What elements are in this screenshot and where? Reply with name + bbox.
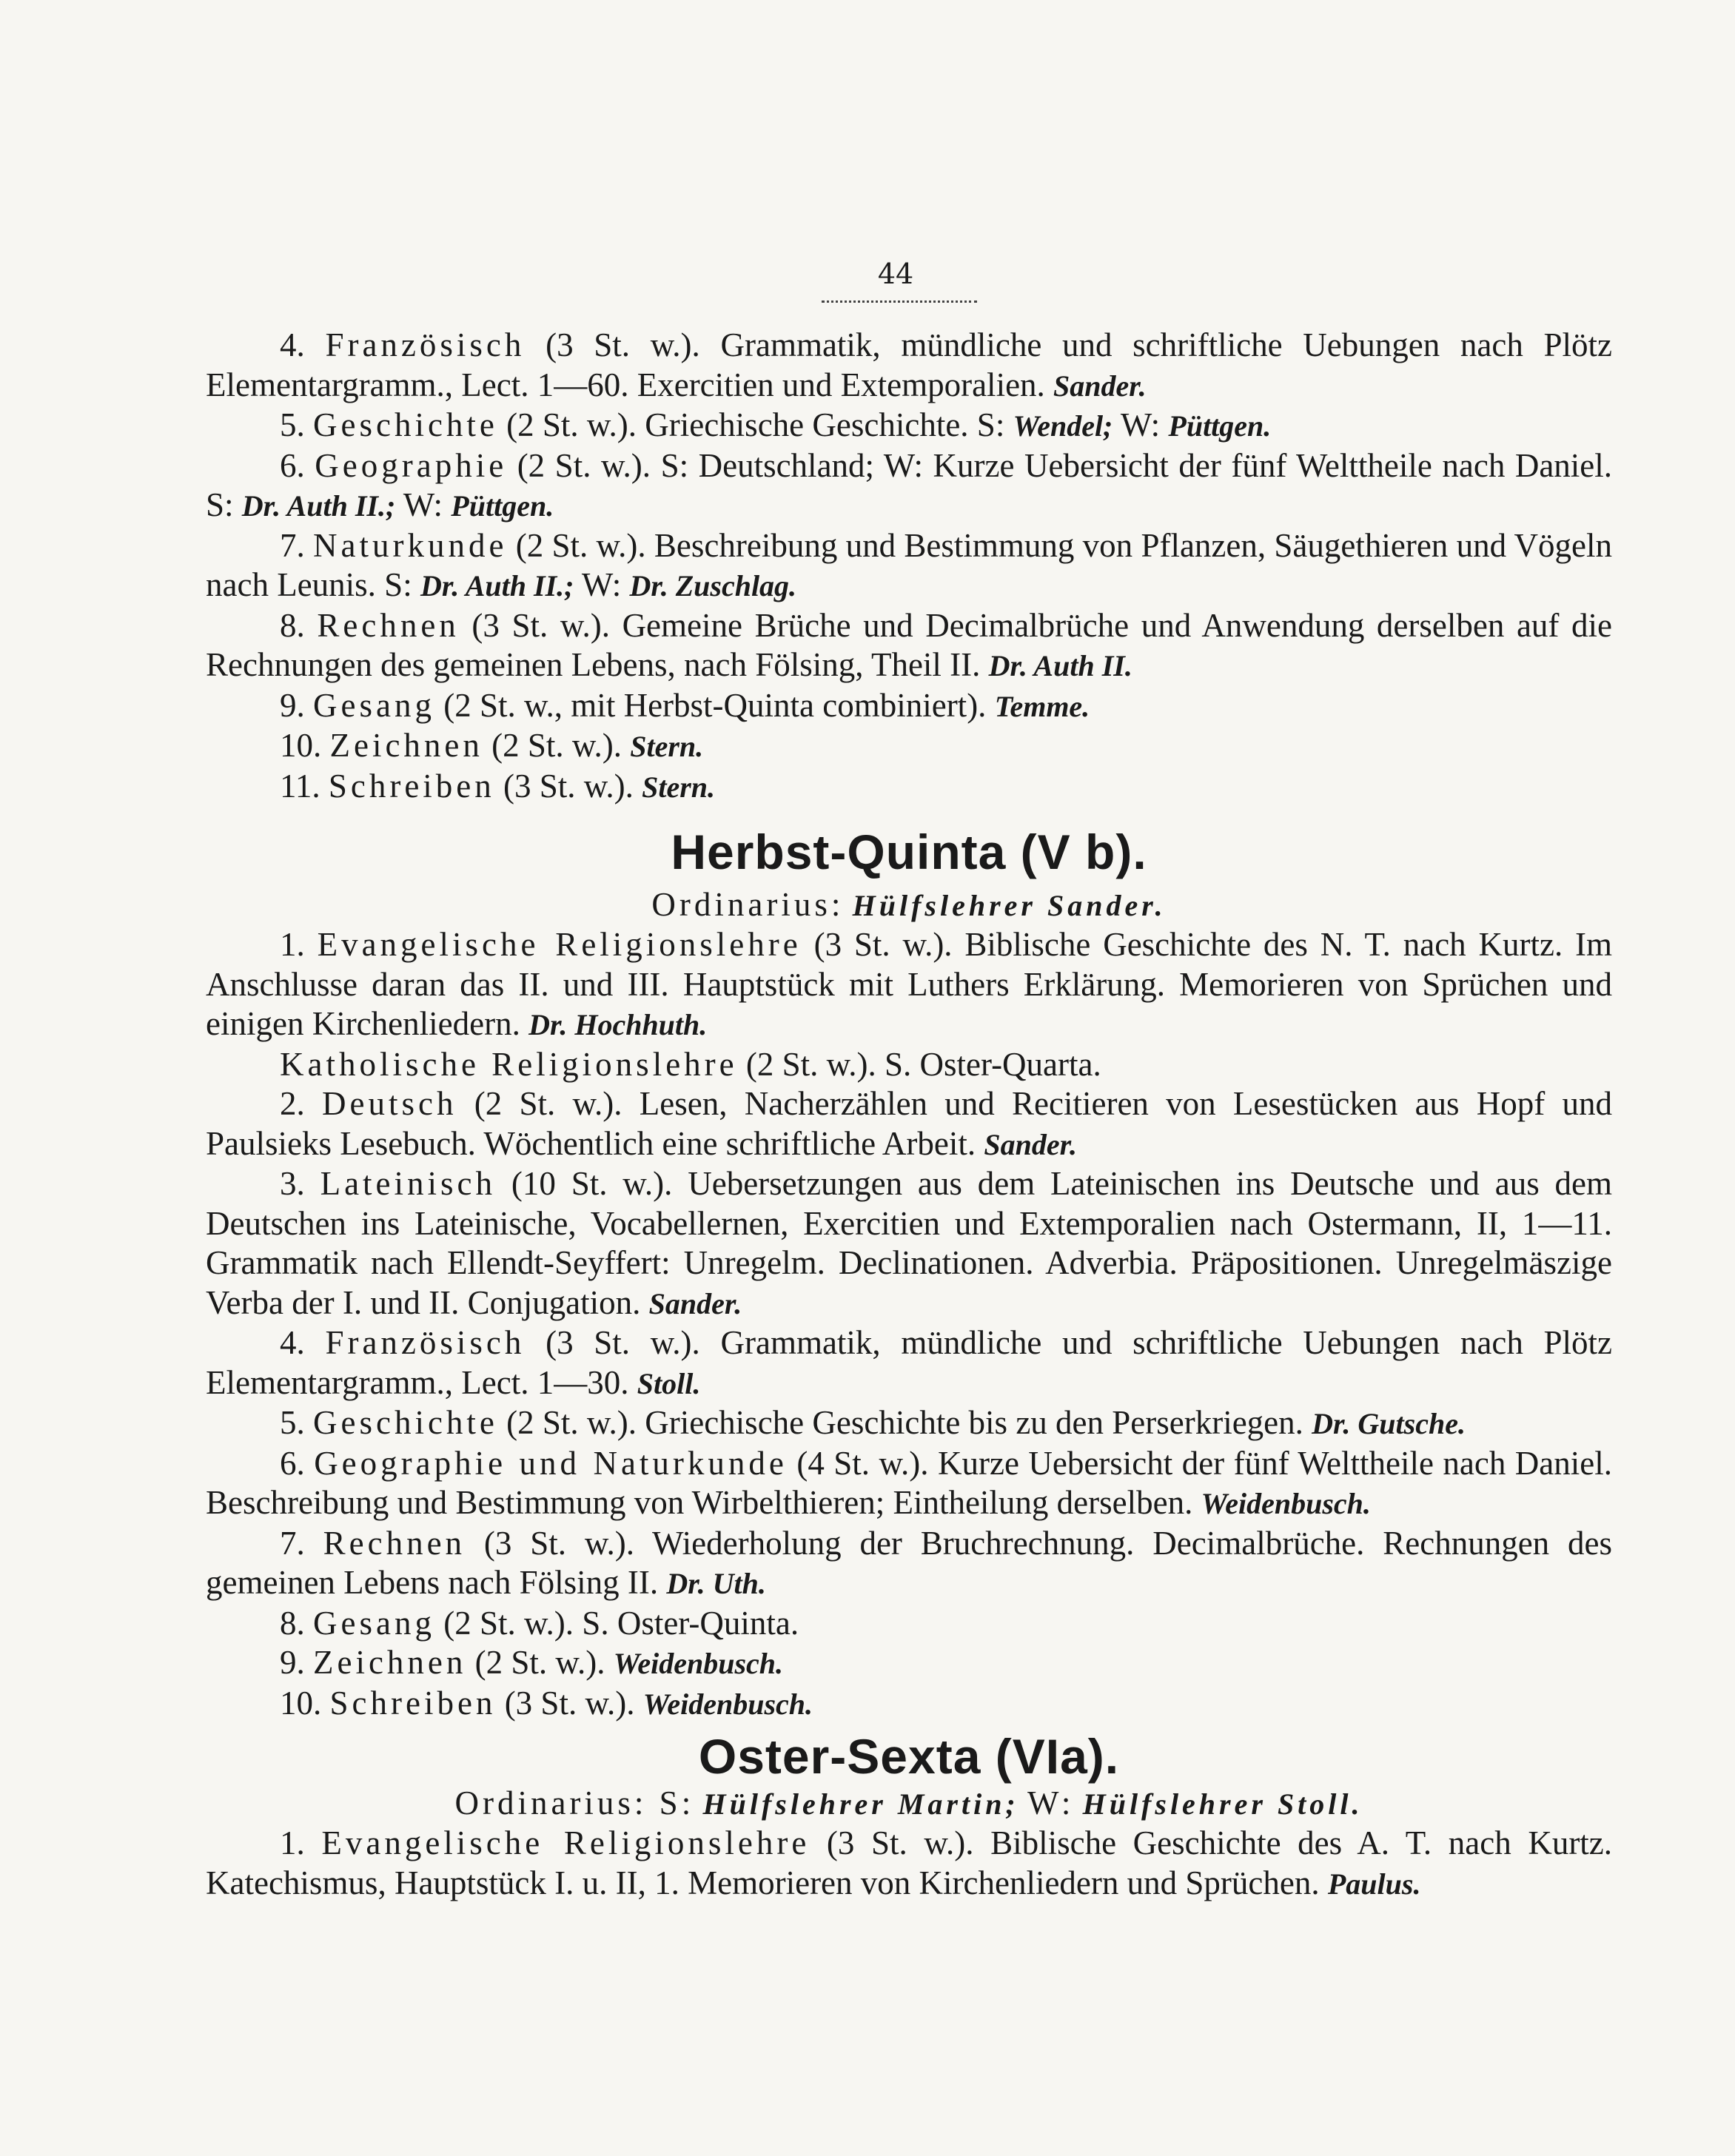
lesson-hours: (2 St. w.). — [474, 1085, 622, 1122]
lesson-teacher: Temme. — [994, 689, 1090, 723]
lesson-subject: Zeichnen — [313, 1644, 467, 1681]
lesson-subject: Naturkunde — [313, 526, 508, 564]
lesson-hours: (3 St. w.). — [546, 326, 700, 363]
lesson-teacher: Wendel; — [1013, 409, 1113, 443]
lesson-subject: Schreiben — [328, 767, 495, 805]
lesson-subject: Gesang — [313, 1604, 435, 1642]
lesson-number: 10. — [280, 727, 322, 764]
lesson-hours: (2 St. w.). — [474, 1644, 605, 1681]
lesson-description: Beschreibung und Bestimmung von Pflanzen, Säugethieren und Vögeln nach Leunis. S: — [206, 526, 1613, 603]
lesson-number: 8. — [280, 606, 305, 644]
lesson-description-2: W: — [403, 486, 443, 523]
lesson-entry — [206, 326, 1612, 406]
lesson-number: 8. — [280, 1604, 305, 1642]
lesson-description: Lesen, Nacherzählen und Recitieren von Lesestücken aus Hopf und Paulsieks Lesebuch. Wöchentlich eine schriftliche Arbeit. — [206, 1085, 1613, 1162]
lesson-hours: (2 St. w.). — [443, 1604, 574, 1642]
lesson-subject: Gesang — [313, 686, 435, 724]
lesson-entry — [206, 1444, 1612, 1524]
ordinarius-name-2: Hülfslehrer Stoll. — [1082, 1787, 1363, 1821]
lesson-hours: (2 St. w.). — [515, 526, 646, 564]
lesson-hours: (2 St. w.). — [491, 727, 622, 764]
lesson-subject: Geographie — [315, 446, 508, 484]
lesson-number: 10. — [280, 1684, 322, 1722]
lesson-subject: Deutsch — [322, 1085, 457, 1122]
lesson-entry — [206, 526, 1612, 606]
lesson-teacher: Weidenbusch. — [1201, 1487, 1371, 1520]
page-number-ornament — [822, 295, 977, 303]
lesson-hours: (3 St. w.). — [546, 1324, 700, 1361]
lesson-teacher: Stoll. — [637, 1366, 701, 1400]
lesson-description: Biblische Geschichte des A. T. nach Kurtz. Katechismus, Hauptstück I. u. II, 1. Memorieren von Kirchenliedern und Sprüchen. — [206, 1824, 1613, 1901]
lesson-hours: (4 St. w.). — [796, 1444, 929, 1482]
lesson-hours: (10 St. w.). — [511, 1165, 673, 1202]
lesson-description: Griechische Geschichte. S: — [645, 406, 1005, 443]
lesson-teacher: Dr. Auth II.; — [241, 489, 396, 523]
lesson-entry — [206, 446, 1612, 526]
lesson-subject: Rechnen — [323, 1524, 466, 1562]
lesson-hours: (2 St. w.). — [517, 446, 651, 484]
ordinarius-name: Hülfslehrer Martin; — [702, 1787, 1019, 1821]
lesson-entry — [206, 925, 1612, 1045]
section-heading-oster-sexta: Oster-Sexta (VIa). — [698, 1729, 1120, 1784]
lesson-entry — [206, 1524, 1612, 1604]
lesson-teacher: Stern. — [642, 770, 716, 804]
lesson-description: Gemeine Brüche und Decimalbrüche und Anwendung derselben auf die Rechnungen des gemeinen Lebens, nach Fölsing, Theil II. — [206, 606, 1612, 683]
lesson-subject: Französisch — [325, 1324, 526, 1361]
lesson-hours: (2 St. w., mit Herbst-Quinta combiniert). — [443, 686, 987, 724]
lesson-number: 7. — [280, 526, 305, 564]
lesson-teacher: Dr. Auth II. — [988, 649, 1132, 682]
lesson-hours: (3 St. w.). — [483, 1524, 634, 1562]
ordinarius-label: Ordinarius: S: — [454, 1784, 695, 1821]
lesson-subject: Evangelische Religionslehre — [317, 926, 802, 963]
lesson-subject: Geschichte — [313, 1404, 498, 1441]
lesson-hours: (2 St. w.). — [506, 1404, 637, 1441]
lesson-number: 2. — [280, 1085, 305, 1122]
lesson-entry — [206, 1403, 1612, 1444]
lesson-number: 9. — [280, 686, 305, 724]
lesson-description: Kurze Uebersicht der fünf Welttheile nach Daniel. Beschreibung und Bestimmung von Wirbelthieren; Eintheilung derselben. — [206, 1444, 1613, 1521]
ordinarius-label-2: W: — [1027, 1784, 1075, 1821]
lesson-subject: Katholische Religionslehre — [280, 1045, 738, 1083]
lesson-teacher: Dr. Gutsche. — [1312, 1407, 1466, 1440]
lesson-subject: Französisch — [325, 326, 526, 363]
lesson-hours: (3 St. w.). — [813, 926, 953, 963]
lesson-entry — [206, 1084, 1612, 1164]
lesson-number: 9. — [280, 1644, 305, 1681]
lesson-description: S. Oster-Quarta. — [884, 1045, 1101, 1083]
lesson-number: 3. — [280, 1165, 305, 1202]
lesson-entry — [206, 726, 1612, 767]
lesson-description: Grammatik, mündliche und schriftliche Uebungen nach Plötz Elementargramm., Lect. 1—30. — [206, 1324, 1613, 1401]
lesson-entry — [206, 1045, 1612, 1085]
lesson-subject: Geographie und Naturkunde — [314, 1444, 788, 1482]
lesson-subject: Evangelische Religionslehre — [321, 1824, 811, 1861]
lesson-teacher: Dr. Auth II.; — [420, 569, 574, 602]
lesson-entry — [206, 1684, 1612, 1725]
lesson-entry — [206, 1824, 1612, 1904]
lesson-hours: (3 St. w.). — [504, 1684, 635, 1722]
lesson-description-2: W: — [581, 566, 622, 603]
lesson-hours: (2 St. w.). — [745, 1045, 876, 1083]
lesson-description: Biblische Geschichte des N. T. nach Kurtz. Im Anschlusse daran das II. und III. Hauptstück mit Luthers Erklärung. Memorieren von Sprüchen und einigen Kirchenliedern. — [206, 926, 1613, 1042]
lesson-hours: (3 St. w.). — [503, 767, 634, 805]
ordinarius-name: Hülfslehrer Sander. — [852, 889, 1167, 922]
lesson-teacher: Sander. — [648, 1286, 742, 1320]
lesson-teacher-2: Püttgen. — [1168, 409, 1272, 443]
lesson-number: 6. — [280, 1444, 305, 1482]
lesson-teacher-2: Püttgen. — [451, 489, 554, 523]
lesson-teacher: Weidenbusch. — [642, 1687, 813, 1721]
lesson-teacher: Weidenbusch. — [613, 1647, 784, 1680]
lesson-hours: (3 St. w.). — [471, 606, 610, 644]
lesson-teacher: Dr. Hochhuth. — [528, 1008, 708, 1041]
lesson-entry — [206, 1164, 1612, 1323]
lesson-description: Wiederholung der Bruchrechnung. Decimalbrüche. Rechnungen des gemeinen Lebens nach Fölsing II. — [206, 1524, 1613, 1601]
lesson-number: 11. — [280, 767, 321, 805]
lesson-hours: (2 St. w.). — [506, 406, 637, 443]
lesson-entry — [206, 1323, 1612, 1403]
lesson-teacher-2: Dr. Zuschlag. — [629, 569, 797, 602]
lesson-number: 5. — [280, 406, 305, 443]
lesson-subject: Zeichnen — [329, 727, 483, 764]
lesson-description: S: Deutschland; W: Kurze Uebersicht der fünf Welttheile nach Daniel. S: — [206, 446, 1613, 523]
lesson-subject: Lateinisch — [320, 1165, 497, 1202]
ordinarius-label: Ordinarius: — [651, 886, 845, 923]
ordinarius-oster-sexta — [206, 1784, 1612, 1824]
lesson-number: 7. — [280, 1524, 305, 1562]
ordinarius-herbst-quinta — [206, 885, 1612, 926]
lesson-teacher: Sander. — [984, 1127, 1077, 1161]
lesson-description: Grammatik, mündliche und schriftliche Uebungen nach Plötz Elementargramm., Lect. 1—60. Exercitien und Extemporalien. — [206, 326, 1613, 403]
lesson-number: 1. — [280, 1824, 305, 1861]
lesson-description: Uebersetzungen aus dem Lateinischen ins Deutsche und aus dem Deutschen ins Lateinische, Vocabellernen, Exercitien und Extemporalien nach Ostermann, II, 1—11. Grammatik nach Ellendt-Seyffert: Unregelm. Declinationen. Adverbia. Präpositionen. Unregelmäszige Verba der I. und II. Conjugation. — [206, 1165, 1613, 1321]
lesson-number: 1. — [280, 926, 305, 963]
lesson-number: 6. — [280, 446, 305, 484]
page-number: 44 — [877, 258, 914, 290]
lesson-entry — [206, 1643, 1612, 1684]
lesson-entry — [206, 767, 1612, 807]
section-continued-lessons — [206, 326, 1612, 807]
section-herbst-quinta-lessons — [206, 925, 1612, 1724]
lesson-subject: Schreiben — [329, 1684, 497, 1722]
lesson-description: S. Oster-Quinta. — [582, 1604, 799, 1642]
section-oster-sexta-lessons — [206, 1824, 1612, 1904]
lesson-teacher: Dr. Uth. — [666, 1567, 766, 1600]
section-heading-herbst-quinta: Herbst-Quinta (V b). — [671, 825, 1147, 879]
lesson-entry — [206, 606, 1612, 686]
lesson-teacher: Stern. — [630, 730, 704, 763]
lesson-number: 4. — [280, 1324, 305, 1361]
lesson-teacher: Paulus. — [1327, 1867, 1421, 1901]
lesson-number: 5. — [280, 1404, 305, 1441]
lesson-hours: (3 St. w.). — [826, 1824, 974, 1861]
lesson-teacher: Sander. — [1053, 369, 1147, 403]
lesson-description: Griechische Geschichte bis zu den Perserkriegen. — [645, 1404, 1303, 1441]
lesson-subject: Rechnen — [317, 606, 460, 644]
lesson-entry — [206, 686, 1612, 727]
lesson-entry — [206, 1604, 1612, 1644]
lesson-entry — [206, 406, 1612, 446]
lesson-subject: Geschichte — [313, 406, 498, 443]
lesson-number: 4. — [280, 326, 305, 363]
lesson-description-2: W: — [1120, 406, 1161, 443]
